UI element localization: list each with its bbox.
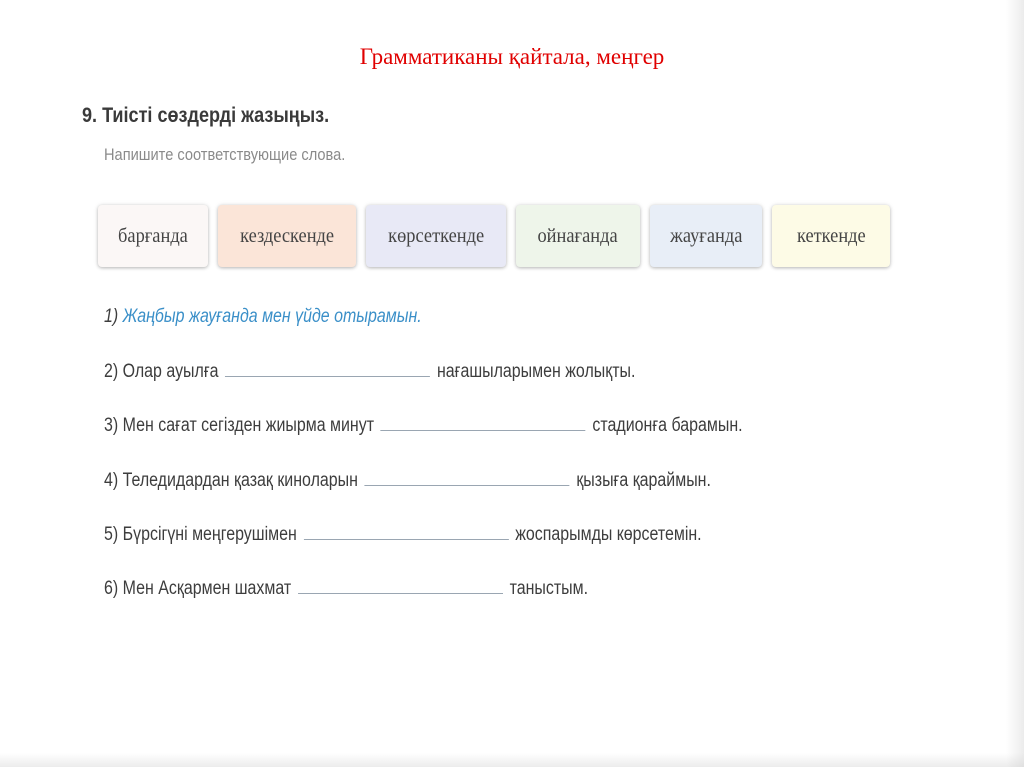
sentence-number: 3) bbox=[104, 415, 119, 436]
sentence-after: нағашыларымен жолықты. bbox=[436, 361, 636, 382]
sentence-after: таныстым. bbox=[509, 578, 589, 599]
word-chip-label: жауғанда bbox=[669, 224, 743, 247]
sentence-before: Мен сағат сегізден жиырма минут bbox=[122, 415, 375, 436]
word-chip bbox=[516, 205, 640, 267]
sentence-after: стадионға барамын. bbox=[592, 415, 743, 436]
word-chip-label: ойнағанда bbox=[537, 224, 619, 247]
slide-title: Грамматиканы қайтала, меңгер bbox=[359, 44, 665, 69]
sentence-before: Олар ауылға bbox=[122, 361, 219, 382]
word-chip bbox=[218, 205, 356, 267]
sentence-text: Жаңбыр жауғанда мен үйде отырамын. bbox=[122, 306, 422, 327]
slide-bottom-shadow bbox=[0, 753, 1024, 767]
word-chip bbox=[772, 205, 890, 267]
sentence-row bbox=[104, 415, 743, 437]
sentence-example bbox=[104, 306, 422, 328]
task-subheading: Напишите соответствующие слова. bbox=[104, 145, 346, 164]
word-chip-label: кездескенде bbox=[239, 224, 334, 247]
sentence-before: Мен Асқармен шахмат bbox=[122, 578, 292, 599]
sentence-row bbox=[104, 578, 588, 600]
sentence-number: 1) bbox=[104, 306, 119, 327]
task-heading: 9. Тиісті сөздерді жазыңыз. bbox=[82, 104, 330, 127]
answer-blank[interactable] bbox=[304, 538, 509, 540]
word-chip bbox=[366, 205, 506, 267]
sentence-number: 4) bbox=[104, 470, 119, 491]
word-chip bbox=[98, 205, 208, 267]
slide-edge-shadow bbox=[1006, 0, 1024, 767]
sentence-number: 5) bbox=[104, 524, 119, 545]
sentence-before: Теледидардан қазақ киноларын bbox=[122, 470, 358, 491]
answer-blank[interactable] bbox=[298, 592, 503, 594]
sentence-number: 6) bbox=[104, 578, 119, 599]
word-chip-label: көрсеткенде bbox=[388, 224, 484, 247]
answer-blank[interactable] bbox=[365, 484, 570, 486]
sentence-row bbox=[104, 361, 635, 383]
sentence-after: қызыға қараймын. bbox=[576, 470, 711, 491]
answer-blank[interactable] bbox=[381, 429, 586, 431]
sentence-number: 2) bbox=[104, 361, 119, 382]
sentence-row bbox=[104, 470, 711, 492]
sentence-after: жоспарымды көрсетемін. bbox=[515, 524, 702, 545]
sentence-row bbox=[104, 524, 702, 546]
word-chip-label: барғанда bbox=[118, 224, 188, 247]
sentence-before: Бүрсігүні меңгерушімен bbox=[122, 524, 297, 545]
answer-blank[interactable] bbox=[225, 375, 430, 377]
word-chip bbox=[650, 205, 762, 267]
word-chip-label: кеткенде bbox=[796, 224, 866, 247]
